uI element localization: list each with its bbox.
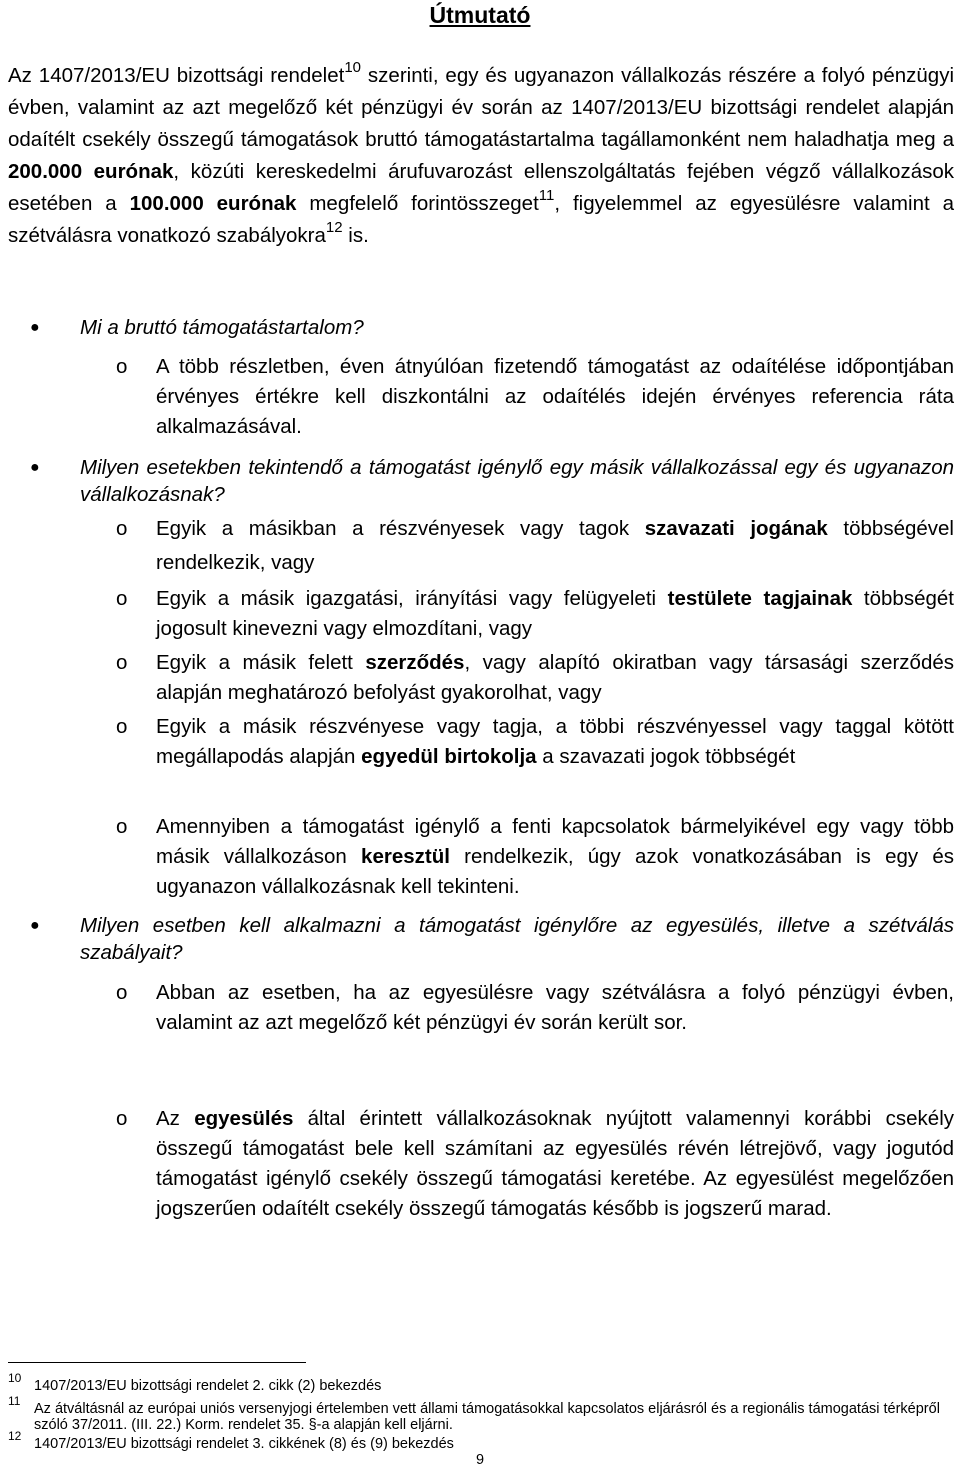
- answer-text: , vagy alapító okiratban vagy társasági szerződés alapján meghatározó befolyást gyakorolhat, vagy: [156, 651, 954, 704]
- intro-text: szerinti, egy és ugyanazon vállalkozás részére a folyó pénzügyi évben, valamint az azt megelőző két pénzügyi év során az 1407/2013/EU bizottsági rendelet alapján odaítélt csekély összegű támogatások bruttó támogatástartalma tagállamonként nem haladhatja meg a: [8, 64, 954, 151]
- answer-text: rendelkezik, úgy azok vonatkozásában is egy és ugyanazon vállalkozásnak kell tekinteni.: [156, 845, 954, 898]
- sub-bullet-icon: o: [116, 1107, 128, 1130]
- footnote-10: [8, 1371, 954, 1394]
- footnote-ref-12[interactable]: 12: [325, 219, 343, 236]
- sub-bullet-icon: o: [116, 517, 128, 540]
- answer-bold: szavazati jogának: [644, 517, 828, 540]
- q2-answer-5: [116, 812, 954, 902]
- intro-text: Az 1407/2013/EU bizottsági rendelet: [8, 64, 345, 87]
- footnote-text: Az átváltásnál az európai uniós versenyjogi értelemben vett állami támogatásokkal kapcsolatos eljárásról és a regionális támogatási térképről szóló 37/2011. (III. 22.) Korm. rendelet 35. §-a alapján kell eljárni.: [34, 1401, 940, 1433]
- question-text: Milyen esetben kell alkalmazni a támogatást igénylőre az egyesülés, illetve a szétválás szabályait?: [80, 914, 954, 964]
- answer-bold: egyedül birtokolja: [361, 745, 537, 768]
- answer-text: többségével rendelkezik, vagy: [156, 517, 954, 574]
- answer-text: Abban az esetben, ha az egyesülésre vagy szétválásra a folyó pénzügyi évben, valamint az azt megelőző két pénzügyi év során került sor.: [156, 981, 954, 1034]
- intro-bold: 100.000 eurónak: [129, 192, 297, 215]
- question-text: Milyen esetekben tekintendő a támogatást igénylő egy másik vállalkozással egy és ugyanazon vállalkozásnak?: [80, 456, 954, 506]
- question-1: [30, 314, 954, 341]
- answer-bold: egyesülés: [194, 1107, 294, 1130]
- sub-bullet-icon: o: [116, 815, 128, 838]
- sub-bullet-icon: o: [116, 587, 128, 610]
- footnote-11: [8, 1394, 954, 1433]
- answer-text: többségét jogosult kinevezni vagy elmozdítani, vagy: [156, 587, 954, 640]
- answer-text: Egyik a másik igazgatási, irányítási vagy felügyeleti: [156, 587, 668, 610]
- answer-text: Amennyiben a támogatást igénylő a fenti kapcsolatok bármelyikével egy vagy több másik vállalkozáson: [156, 815, 954, 868]
- footnote-number: 10: [8, 1371, 22, 1385]
- intro-bold: 200.000 eurónak: [8, 160, 174, 183]
- question-text: Mi a bruttó támogatástartalom?: [80, 316, 364, 339]
- page-title: Útmutató: [429, 2, 531, 28]
- sub-bullet-icon: o: [116, 355, 128, 378]
- sub-bullet-icon: o: [116, 715, 128, 738]
- answer-text: által érintett vállalkozásoknak nyújtott valamennyi korábbi csekély összegű támogatást bele kell számítani az egyesülés révén létrejövő, vagy jogutód támogatást igénylő csekély összegű támogatási keretébe. Az egyesülést megelőzően jogszerűen odaítélt csekély összegű támogatás később is jogszerű marad.: [156, 1107, 954, 1220]
- footnote-number: 11: [8, 1394, 21, 1408]
- intro-paragraph: [8, 60, 954, 252]
- answer-text: a szavazati jogok többségét: [536, 745, 796, 768]
- answer-text: A több részletben, éven átnyúlóan fizetendő támogatást az odaítélése időpontjában érvényes értékre kell diszkontálni az odaítélés idején érvényes referencia ráta alkalmazásával.: [156, 355, 954, 438]
- sub-bullet-icon: o: [116, 651, 128, 674]
- answer-bold: testülete tagjainak: [667, 587, 853, 610]
- footnote-ref-11[interactable]: 11: [538, 187, 555, 204]
- q3-answer-1: [116, 978, 954, 1038]
- q2-answer-4: [116, 712, 954, 772]
- footnote-number: 12: [8, 1429, 22, 1443]
- intro-text: , figyelemmel az egyesülésre valamint a szétválásra vonatkozó szabályokra: [8, 192, 954, 247]
- answer-text: Az: [156, 1107, 195, 1130]
- footnote-text: 1407/2013/EU bizottsági rendelet 2. cikk (2) bekezdés: [34, 1378, 382, 1394]
- answer-bold: keresztül: [361, 845, 450, 868]
- footnote-12: [8, 1429, 954, 1452]
- answer-text: Egyik a másik felett: [156, 651, 366, 674]
- answer-text: Egyik a másik részvényese vagy tagja, a többi részvényessel vagy taggal kötött megállapodás alapján: [156, 715, 954, 768]
- intro-text: megfelelő forintösszeget: [296, 192, 539, 215]
- footnote-separator: [8, 1362, 306, 1363]
- q2-answer-2: [116, 584, 954, 644]
- page-number: 9: [475, 1452, 485, 1468]
- footnote-text: 1407/2013/EU bizottsági rendelet 3. cikkének (8) és (9) bekezdés: [34, 1436, 454, 1452]
- answer-text: Egyik a másikban a részvényesek vagy tagok: [156, 517, 645, 540]
- bullet-icon: ●: [30, 319, 40, 336]
- answer-bold: szerződés: [365, 651, 465, 674]
- question-2: [30, 454, 954, 508]
- question-3: [30, 912, 954, 966]
- bullet-icon: ●: [30, 917, 40, 934]
- bullet-icon: ●: [30, 459, 40, 476]
- intro-text: is.: [342, 224, 369, 247]
- sub-bullet-icon: o: [116, 981, 128, 1004]
- q1-answer-1: [116, 352, 954, 442]
- footnote-ref-10[interactable]: 10: [344, 59, 362, 76]
- intro-text: , közúti kereskedelmi árufuvarozást ellenszolgáltatás fejében végző vállalkozások esetében a: [8, 160, 954, 215]
- q2-answer-3: [116, 648, 954, 708]
- q2-answer-1: [116, 512, 954, 580]
- q3-answer-2: [116, 1104, 954, 1224]
